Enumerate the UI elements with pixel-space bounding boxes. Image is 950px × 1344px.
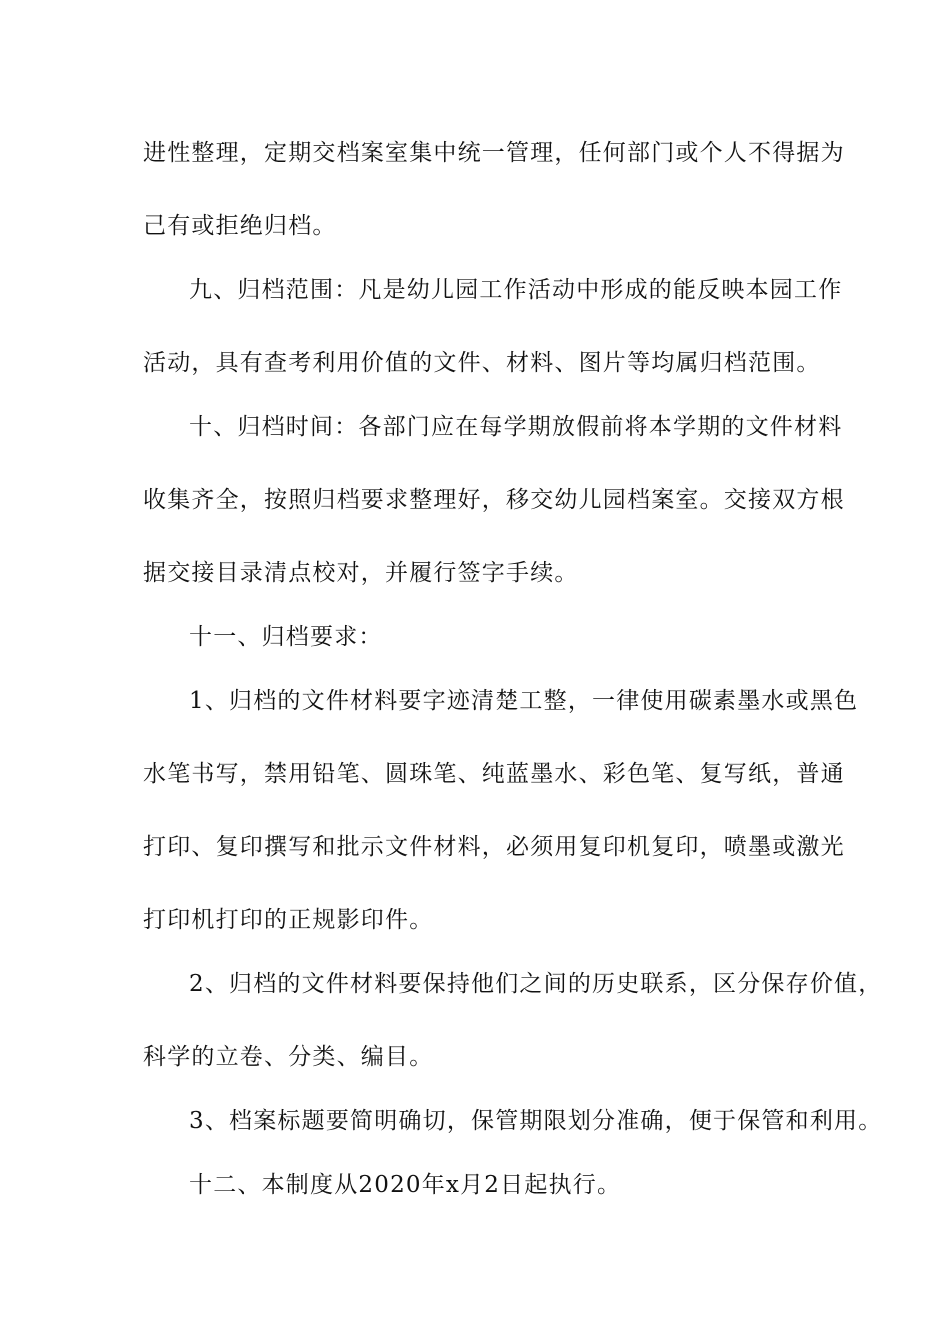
section-12-line: 十二、本制度从2020年x月2日起执行。: [189, 1172, 622, 1198]
body-text-line: 打印机打印的正规影印件。: [143, 907, 434, 933]
section-10-heading-line: 十、归档时间：各部门应在每学期放假前将本学期的文件材料: [189, 414, 843, 440]
body-text-line: 己有或拒绝归档。: [143, 213, 337, 239]
body-text-line: 据交接目录清点校对，并履行签字手续。: [143, 560, 579, 586]
requirement-2-line: 2、归档的文件材料要保持他们之间的历史联系，区分保存价值，: [189, 971, 883, 997]
body-text-line: 活动，具有查考利用价值的文件、材料、图片等均属归档范围。: [143, 350, 821, 376]
requirement-1-line: 1、归档的文件材料要字迹清楚工整，一律使用碳素墨水或黑色: [189, 688, 859, 714]
section-9-heading-line: 九、归档范围：凡是幼儿园工作活动中形成的能反映本园工作: [189, 277, 843, 303]
body-text-line: 水笔书写，禁用铅笔、圆珠笔、纯蓝墨水、彩色笔、复写纸，普通: [143, 761, 845, 787]
body-text-line: 进性整理，定期交档案室集中统一管理，任何部门或个人不得据为: [143, 140, 845, 166]
section-11-heading: 十一、归档要求：: [189, 624, 383, 650]
body-text-line: 打印、复印撰写和批示文件材料，必须用复印机复印，喷墨或激光: [143, 834, 845, 860]
body-text-line: 科学的立卷、分类、编目。: [143, 1044, 434, 1070]
body-text-line: 收集齐全，按照归档要求整理好，移交幼儿园档案室。交接双方根: [143, 487, 845, 513]
requirement-3-line: 3、档案标题要简明确切，保管期限划分准确，便于保管和利用。: [189, 1108, 883, 1134]
